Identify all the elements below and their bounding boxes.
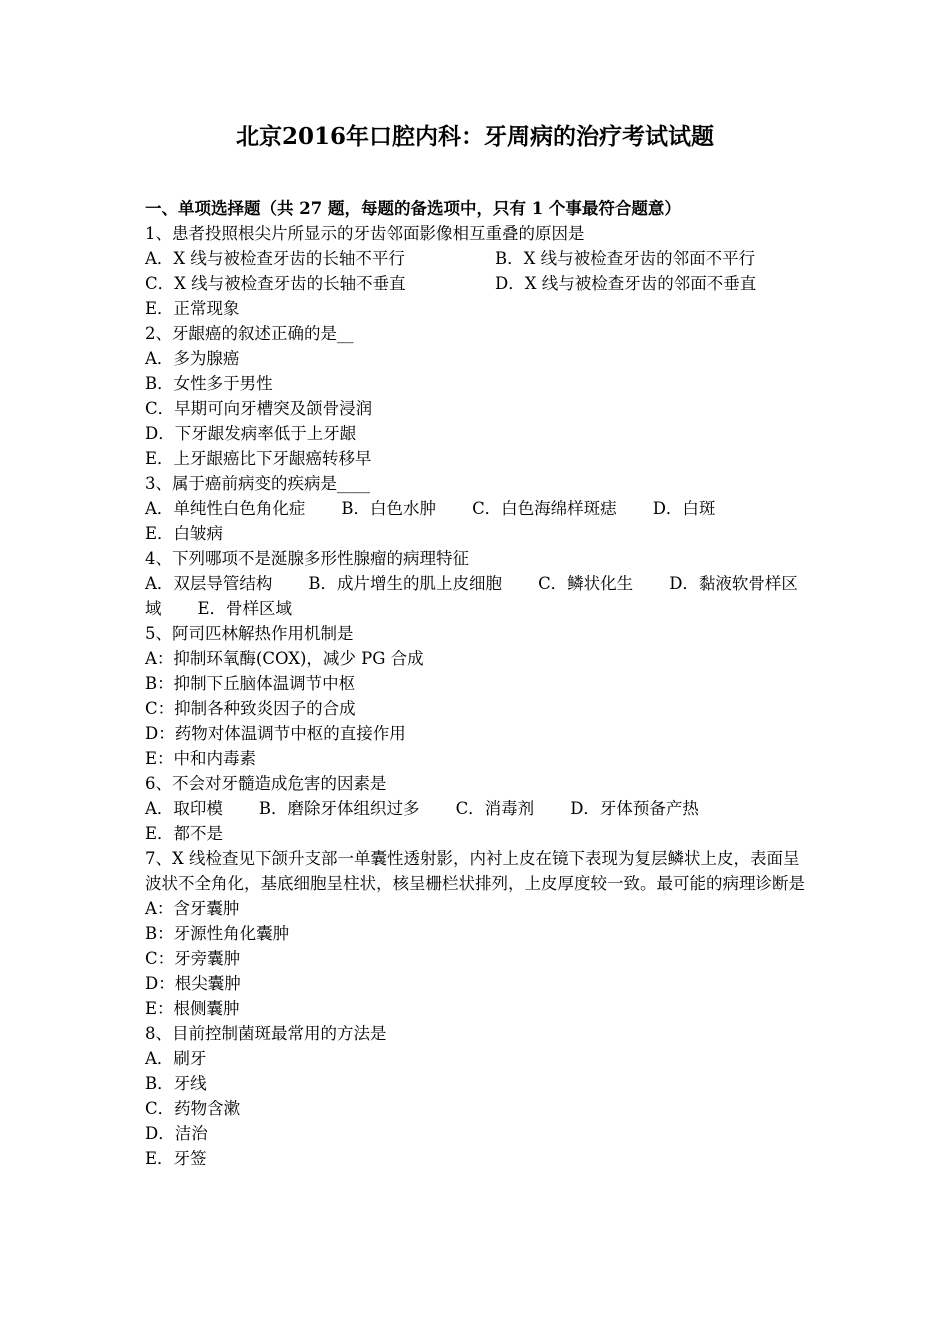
question-5-stem: 5、阿司匹林解热作用机制是 xyxy=(145,624,354,643)
question-7-stem: 7、X 线检查见下颌升支部一单囊性透射影，内衬上皮在镜下表现为复层鳞状上皮，表面呈波状不全角化，基底细胞呈柱状，核呈栅栏状排列，上皮厚度较一致。最可能的病理诊断是 xyxy=(145,849,805,893)
question-5-option-e: E：中和内毒素 xyxy=(145,749,257,768)
question-7-option-e: E：根侧囊肿 xyxy=(145,999,240,1018)
question-5-option-b: B：抑制下丘脑体温调节中枢 xyxy=(145,674,356,693)
question-7-option-d: D：根尖囊肿 xyxy=(145,974,241,993)
question-1-options-row-2 xyxy=(145,271,810,296)
question-6-option-b: B．磨除牙体组织过多 xyxy=(258,799,420,818)
question-2-stem: 2、牙龈癌的叙述正确的是__ xyxy=(145,324,354,343)
question-8-option-b: B．牙线 xyxy=(145,1074,207,1093)
question-4-option-a: A．双层导管结构 xyxy=(145,574,273,593)
question-8-stem: 8、目前控制菌斑最常用的方法是 xyxy=(145,1024,387,1043)
question-6-option-a: A．取印模 xyxy=(145,799,223,818)
question-3-option-c: C．白色海绵样斑痣 xyxy=(472,499,617,518)
question-3-option-e: E．白皱病 xyxy=(145,524,224,543)
question-1-option-a: A．X 线与被检查牙齿的长轴不平行 xyxy=(145,249,405,268)
question-4-option-c: C．鳞状化生 xyxy=(538,574,634,593)
question-3-option-a: A．单纯性白色角化症 xyxy=(145,499,306,518)
question-7-option-a: A：含牙囊肿 xyxy=(145,899,240,918)
question-7-option-c: C：牙旁囊肿 xyxy=(145,949,241,968)
question-4-option-e: E．骨样区域 xyxy=(197,599,293,618)
document-body xyxy=(145,196,810,1171)
question-8-option-c: C．药物含漱 xyxy=(145,1099,241,1118)
question-3-option-d: D．白斑 xyxy=(652,499,716,518)
question-8-option-a: A．刷牙 xyxy=(145,1049,207,1068)
question-3-stem: 3、属于癌前病变的疾病是____ xyxy=(145,474,370,493)
question-2-option-a: A．多为腺癌 xyxy=(145,349,240,368)
question-4-option-d: D．黏液软骨样区域 xyxy=(145,574,798,618)
question-6-option-c: C．消毒剂 xyxy=(455,799,535,818)
question-1-option-b: B．X 线与被检查牙齿的邻面不平行 xyxy=(495,249,756,268)
question-3-options-row xyxy=(145,496,810,521)
question-5-option-c: C：抑制各种致炎因子的合成 xyxy=(145,699,356,718)
question-7-option-b: B：牙源性角化囊肿 xyxy=(145,924,290,943)
question-5-option-d: D：药物对体温调节中枢的直接作用 xyxy=(145,724,406,743)
question-6-stem: 6、不会对牙髓造成危害的因素是 xyxy=(145,774,387,793)
question-1-options-row-1 xyxy=(145,246,810,271)
question-6-option-e: E．都不是 xyxy=(145,824,224,843)
question-1-option-c: C．X 线与被检查牙齿的长轴不垂直 xyxy=(145,274,406,293)
question-5-option-a: A：抑制环氧酶(COX)，减少 PG 合成 xyxy=(145,649,424,668)
question-2-option-e: E．上牙龈癌比下牙龈癌转移早 xyxy=(145,449,372,468)
question-1-stem: 1、患者投照根尖片所显示的牙齿邻面影像相互重叠的原因是 xyxy=(145,224,585,243)
question-2-option-b: B．女性多于男性 xyxy=(145,374,273,393)
question-4-options-block xyxy=(145,571,810,621)
question-1-option-d: D．X 线与被检查牙齿的邻面不垂直 xyxy=(495,274,757,293)
question-6-option-d: D．牙体预备产热 xyxy=(570,799,699,818)
question-4-option-b: B．成片增生的肌上皮细胞 xyxy=(308,574,503,593)
question-1-option-e: E．正常现象 xyxy=(145,299,240,318)
question-6-options-row xyxy=(145,796,810,821)
section-heading: 一、单项选择题（共 27 题，每题的备选项中，只有 1 个事最符合题意） xyxy=(145,199,681,218)
question-2-option-c: C．早期可向牙槽突及颌骨浸润 xyxy=(145,399,373,418)
question-8-option-d: D．洁治 xyxy=(145,1124,208,1143)
question-4-stem: 4、下列哪项不是涎腺多形性腺瘤的病理特征 xyxy=(145,549,469,568)
question-2-option-d: D．下牙龈发病率低于上牙龈 xyxy=(145,424,357,443)
document-title: 北京2016年口腔内科：牙周病的治疗考试试题 xyxy=(235,123,714,150)
question-3-option-b: B．白色水肿 xyxy=(341,499,437,518)
question-8-option-e: E．牙签 xyxy=(145,1149,207,1168)
